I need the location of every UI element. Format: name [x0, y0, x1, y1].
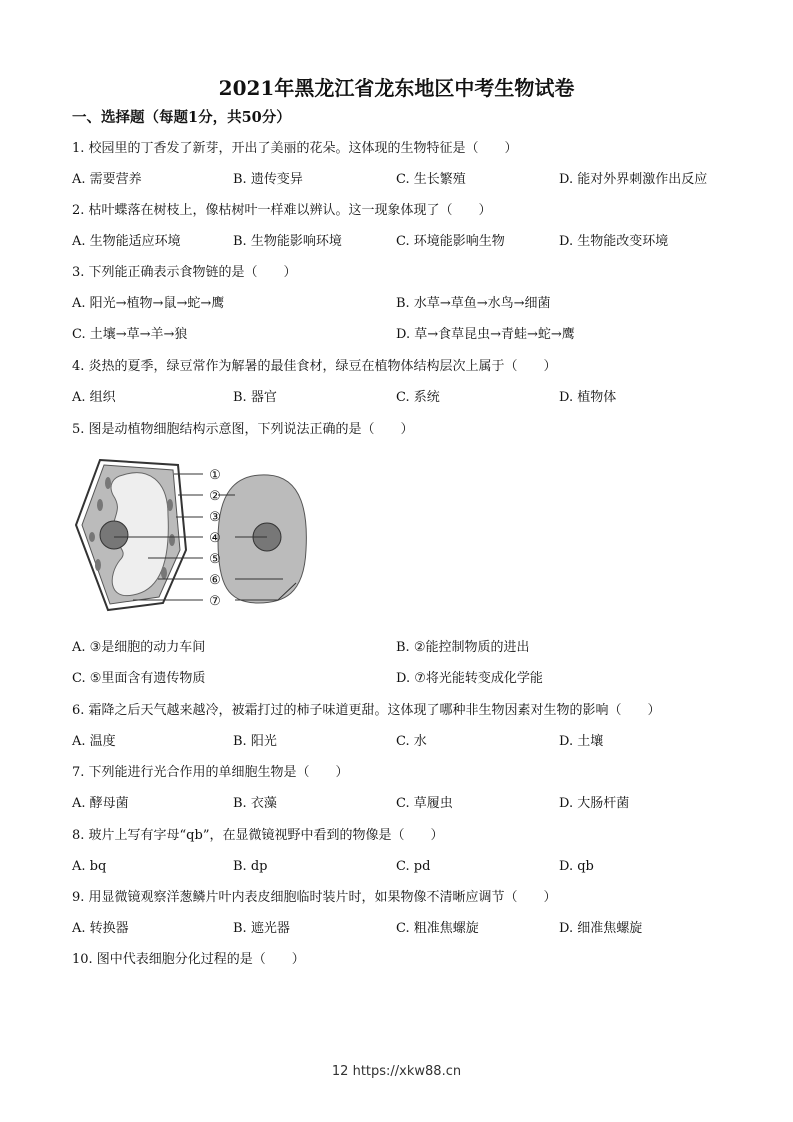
label-2: ② — [209, 489, 221, 504]
option: D. ⑦将光能转变成化学能 — [396, 671, 543, 686]
question-stem: 5. 图是动植物细胞结构示意图，下列说法正确的是（ ） — [72, 422, 414, 437]
option: C. ⑤里面含有遗传物质 — [72, 671, 206, 686]
label-6: ⑥ — [209, 573, 221, 588]
option: B. 阳光 — [233, 734, 277, 749]
option: B. 生物能影响环境 — [233, 234, 342, 249]
option: C. 草履虫 — [396, 796, 453, 811]
option: C. 环境能影响生物 — [396, 234, 505, 249]
label-5: ⑤ — [209, 552, 221, 567]
question-stem: 7. 下列能进行光合作用的单细胞生物是（ ） — [72, 765, 349, 780]
question-stem: 1. 校园里的丁香发了新芽，开出了美丽的花朵。这体现的生物特征是（ ） — [72, 141, 518, 156]
option: D. 能对外界刺激作出反应 — [559, 172, 708, 187]
option: A. 温度 — [72, 734, 116, 749]
question-stem: 10. 图中代表细胞分化过程的是（ ） — [72, 952, 305, 967]
option: A. 生物能适应环境 — [72, 234, 181, 249]
label-3: ③ — [209, 510, 221, 525]
option: B. dp — [233, 859, 268, 874]
option: A. 阳光→植物→鼠→蛇→鹰 — [72, 296, 225, 311]
option: B. ②能控制物质的进出 — [396, 640, 530, 655]
option: C. 水 — [396, 734, 427, 749]
question-stem: 3. 下列能正确表示食物链的是（ ） — [72, 265, 297, 280]
option: C. 土壤→草→羊→狼 — [72, 327, 188, 342]
question-stem: 8. 玻片上写有字母“qb”，在显微镜视野中看到的物像是（ ） — [72, 828, 444, 843]
option: C. 系统 — [396, 390, 440, 405]
option: A. 需要营养 — [72, 172, 142, 187]
option: D. 草→食草昆虫→青蛙→蛇→鹰 — [396, 327, 575, 342]
option: B. 遗传变异 — [233, 172, 303, 187]
option: C. 粗准焦螺旋 — [396, 921, 479, 936]
option: A. ③是细胞的动力车间 — [72, 640, 206, 655]
option: B. 器官 — [233, 390, 277, 405]
option: D. 植物体 — [559, 390, 617, 405]
option: D. qb — [559, 859, 594, 874]
option: D. 土壤 — [559, 734, 604, 749]
option: A. 转换器 — [72, 921, 129, 936]
question-stem: 4. 炎热的夏季，绿豆常作为解暑的最佳食材，绿豆在植物体结构层次上属于（ ） — [72, 359, 557, 374]
page-title: 2021年黑龙江省龙东地区中考生物试卷 — [218, 76, 575, 100]
page-footer: 12 https://xkw88.cn — [331, 1064, 462, 1079]
option: B. 水草→草鱼→水鸟→细菌 — [396, 296, 551, 311]
question-stem: 2. 枯叶蝶落在树枝上，像枯树叶一样难以辨认。这一现象体现了（ ） — [72, 203, 492, 218]
option: D. 大肠杆菌 — [559, 796, 630, 811]
option: B. 遮光器 — [233, 921, 290, 936]
label-4: ④ — [209, 531, 221, 546]
cell-diagram — [68, 455, 308, 615]
option: C. 生长繁殖 — [396, 172, 466, 187]
option: C. pd — [396, 859, 431, 874]
label-7: ⑦ — [209, 594, 221, 609]
option: A. 酵母菌 — [72, 796, 129, 811]
option: B. 衣藻 — [233, 796, 277, 811]
question-stem: 6. 霜降之后天气越来越冷，被霜打过的柿子味道更甜。这体现了哪种非生物因素对生物的影响（ ） — [72, 703, 661, 718]
option: A. 组织 — [72, 390, 116, 405]
option: A. bq — [72, 859, 107, 874]
question-stem: 9. 用显微镜观察洋葱鳞片叶内表皮细胞临时装片时，如果物像不清晰应调节（ ） — [72, 890, 557, 905]
option: D. 生物能改变环境 — [559, 234, 669, 249]
label-1: ① — [209, 468, 221, 483]
section-heading: 一、选择题（每题1分，共50分） — [72, 109, 291, 126]
option: D. 细准焦螺旋 — [559, 921, 643, 936]
